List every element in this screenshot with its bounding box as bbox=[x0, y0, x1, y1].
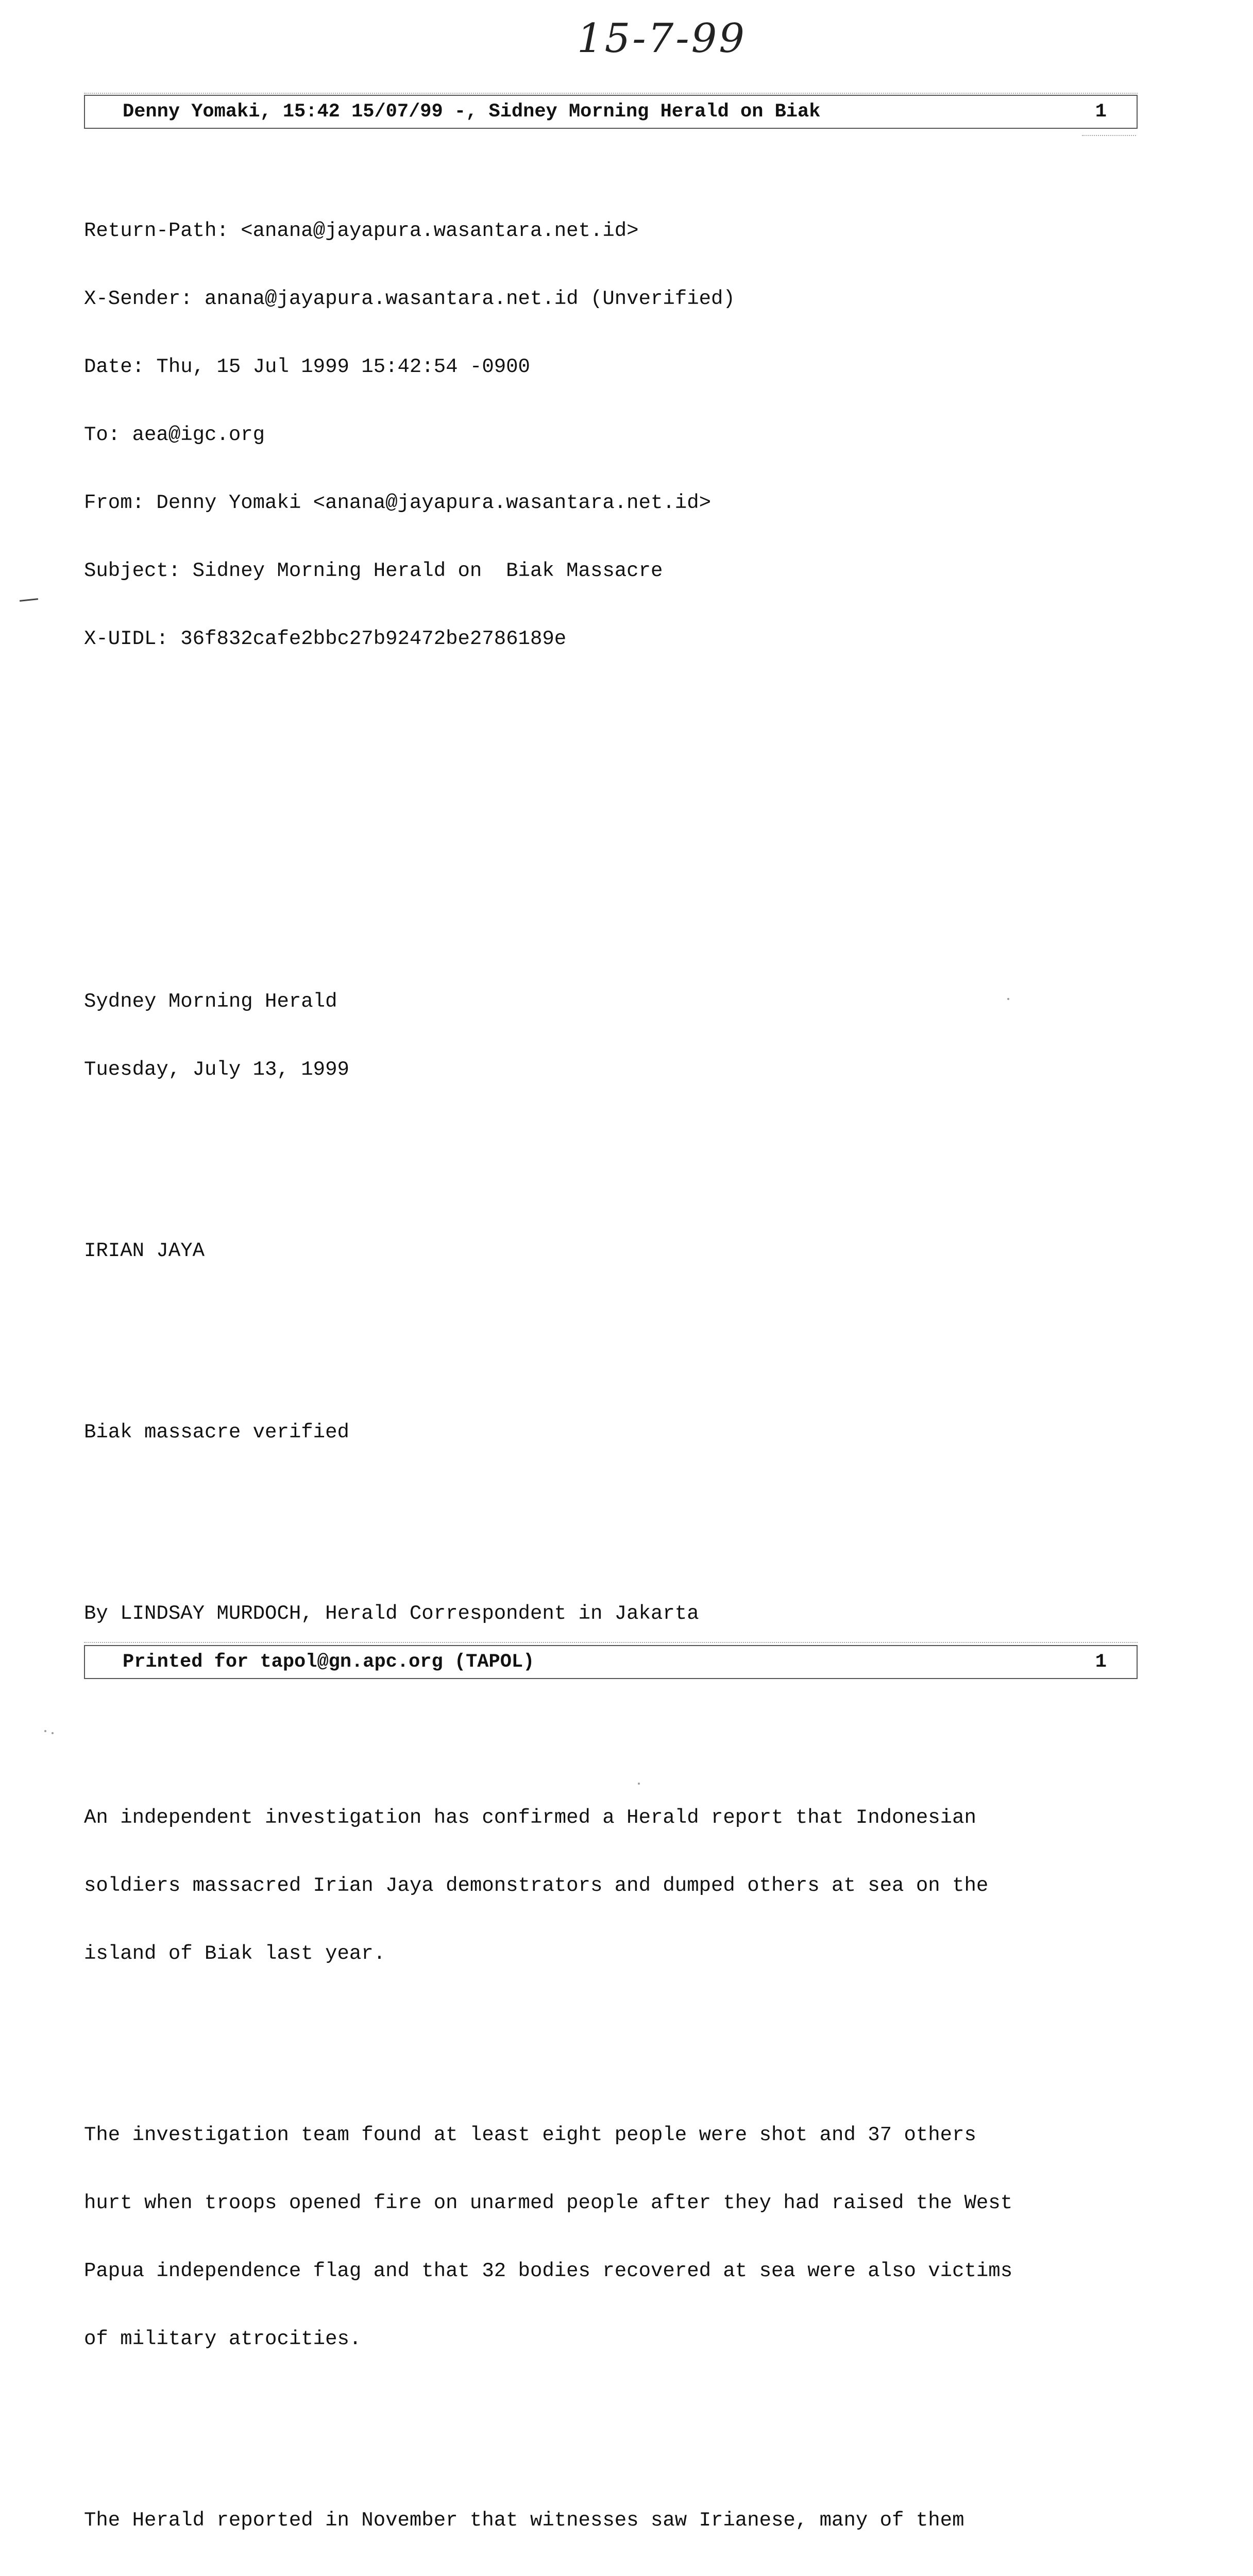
paragraph-line: An independent investigation has confirmed a Herald report that Indonesian bbox=[84, 1806, 976, 1829]
paragraph-line: soldiers massacred Irian Jaya demonstrators and dumped others at sea on the bbox=[84, 1874, 989, 1897]
margin-mark bbox=[20, 598, 38, 602]
scan-artifact bbox=[52, 1732, 54, 1734]
header-page-number: 1 bbox=[1095, 101, 1107, 123]
publication-name: Sydney Morning Herald bbox=[84, 990, 337, 1013]
paragraph-line: island of Biak last year. bbox=[84, 1942, 386, 1965]
email-header-line: Subject: Sidney Morning Herald on Biak Massacre bbox=[84, 560, 663, 582]
paragraph-line: of military atrocities. bbox=[84, 2328, 362, 2350]
footer-top-rule bbox=[84, 1642, 1138, 1643]
article-paragraph bbox=[84, 1761, 1114, 2010]
paragraph-line: hurt when troops opened fire on unarmed people after they had raised the West bbox=[84, 2192, 1013, 2214]
article-section bbox=[84, 1194, 1114, 1308]
email-header-line: X-UIDL: 36f832cafe2bbc27b92472be2786189e bbox=[84, 628, 567, 650]
email-header-line: To: aea@igc.org bbox=[84, 423, 265, 446]
section-label: IRIAN JAYA bbox=[84, 1240, 205, 1262]
email-header-line: From: Denny Yomaki <anana@jayapura.wasantara.net.id> bbox=[84, 492, 711, 514]
scan-artifact bbox=[44, 1730, 46, 1732]
email-header-line: Return-Path: <anana@jayapura.wasantara.net.id> bbox=[84, 219, 639, 242]
article-paragraph bbox=[84, 2078, 1114, 2396]
email-header-line: X-Sender: anana@jayapura.wasantara.net.id (Unverified) bbox=[84, 287, 735, 310]
email-header-line: Date: Thu, 15 Jul 1999 15:42:54 -0900 bbox=[84, 355, 530, 378]
footer-title: Printed for tapol@gn.apc.org (TAPOL) bbox=[123, 1651, 535, 1673]
header-title: Denny Yomaki, 15:42 15/07/99 -, Sidney Morning Herald on Biak bbox=[123, 101, 821, 123]
article-masthead bbox=[84, 945, 1114, 1126]
document-body bbox=[84, 129, 1114, 2576]
scan-artifact bbox=[638, 1783, 640, 1785]
scan-artifact bbox=[1007, 998, 1009, 1000]
spacer bbox=[84, 764, 1114, 809]
footer-page-number: 1 bbox=[1095, 1651, 1107, 1673]
paragraph-line: The Herald reported in November that witnesses saw Irianese, many of them bbox=[84, 2509, 964, 2532]
spacer bbox=[84, 854, 1114, 877]
header-top-rule bbox=[84, 93, 1138, 94]
document-footer bbox=[84, 1645, 1138, 1679]
headline: Biak massacre verified bbox=[84, 1421, 349, 1444]
publication-date: Tuesday, July 13, 1999 bbox=[84, 1058, 349, 1081]
email-headers bbox=[84, 174, 1114, 696]
article-headline bbox=[84, 1376, 1114, 1489]
paragraph-line: Papua independence flag and that 32 bodies recovered at sea were also victims bbox=[84, 2260, 1013, 2282]
document-header bbox=[84, 95, 1138, 129]
article-paragraph bbox=[84, 2464, 1114, 2576]
paragraph-line: The investigation team found at least eight people were shot and 37 others bbox=[84, 2124, 976, 2146]
byline: By LINDSAY MURDOCH, Herald Correspondent in Jakarta bbox=[84, 1602, 699, 1625]
handwritten-date: 15-7-99 bbox=[577, 15, 747, 62]
